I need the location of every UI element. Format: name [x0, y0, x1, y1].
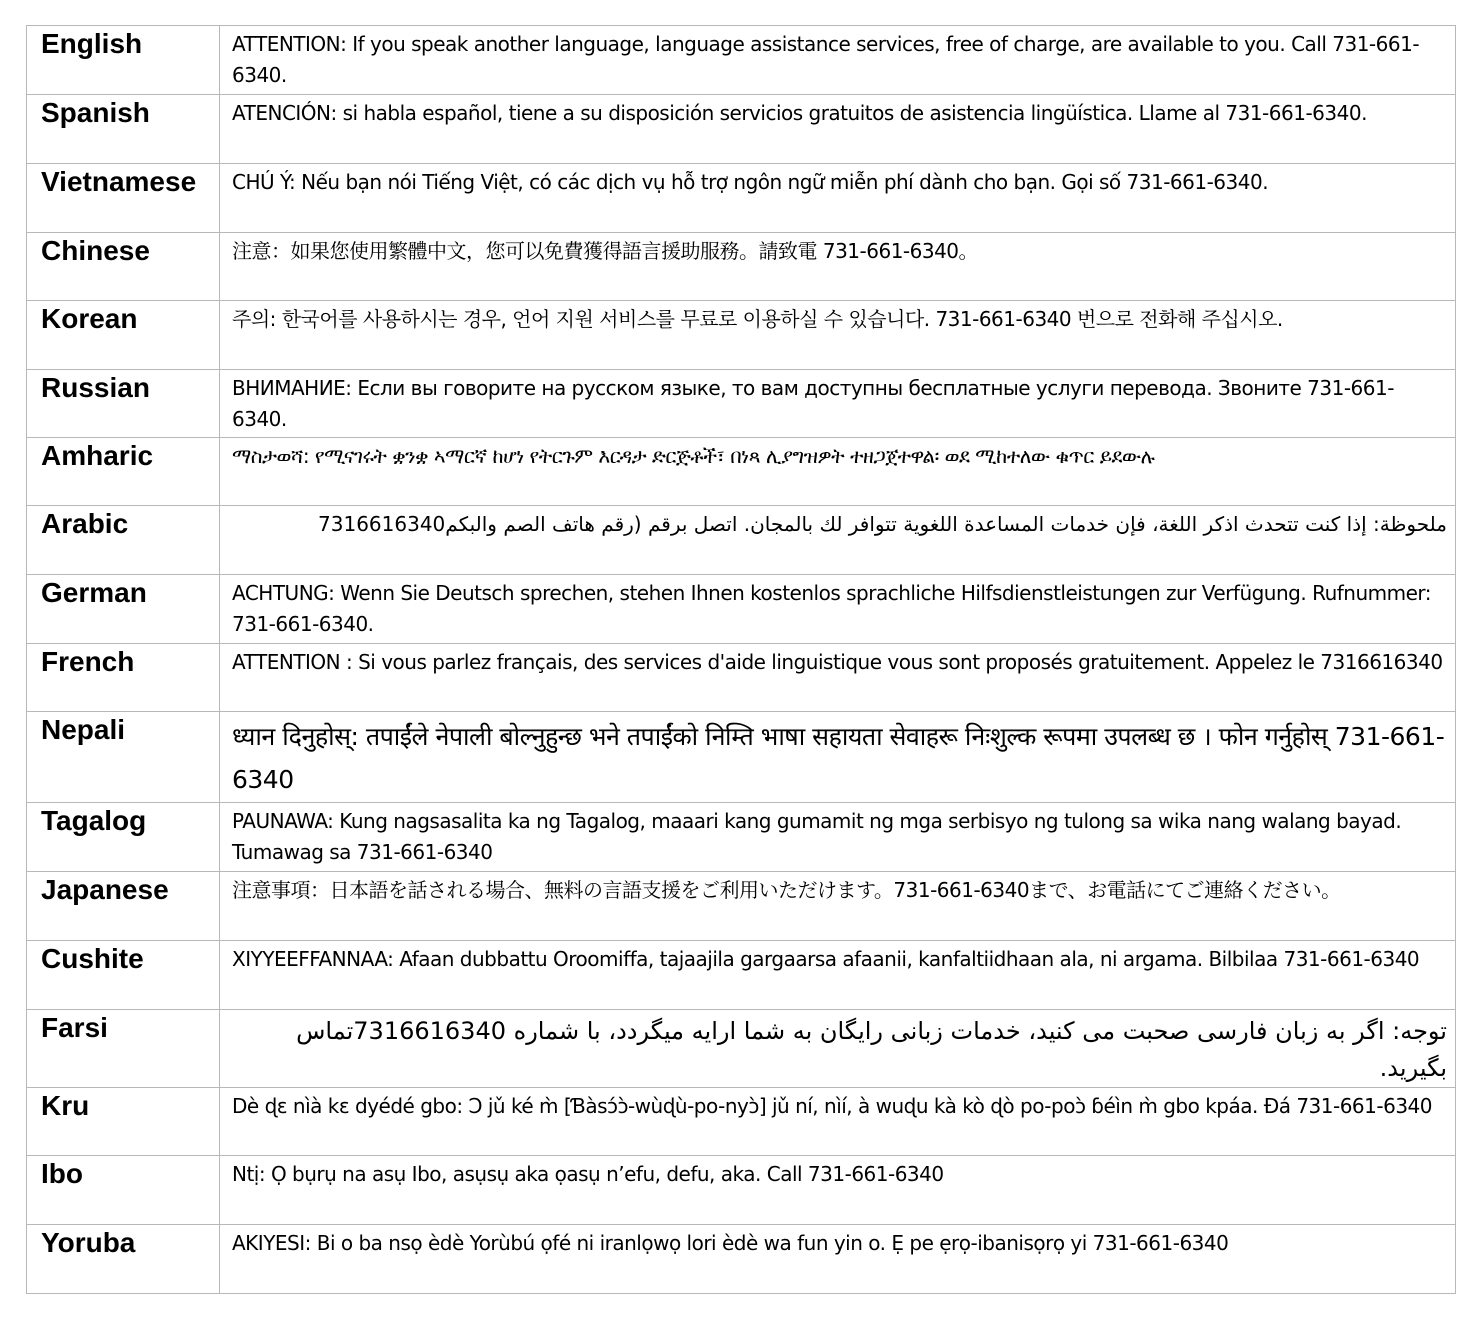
table-row	[27, 1156, 1456, 1225]
table-row	[27, 233, 1456, 301]
assistance-notice: 주의: 한국어를 사용하시는 경우, 언어 지원 서비스를 무료로 이용하실 수 있습니다. 731-661-6340 번으로 전화해 주십시오.	[220, 301, 1456, 370]
table-row	[27, 438, 1456, 506]
table-row	[27, 506, 1456, 575]
table-row	[27, 1010, 1456, 1088]
assistance-notice: ATENCIÓN: si habla español, tiene a su disposición servicios gratuitos de asistencia lingüística. Llame al 731-661-6340.	[220, 95, 1456, 164]
assistance-notice: Dè ɖɛ nìà kɛ dyédé gbo: Ɔ jǔ ké m̀ [Ɓàsɔ́ɔ̀-wùɖù-po-nyɔ̀] jǔ ní, nìí, à wuɖu kà kò ɖò po-poɔ̀ ɓéìn m̀ gbo kpáa. Ɖá 731-661-6340	[220, 1088, 1456, 1156]
assistance-notice: توجه: اگر به زبان فارسی صحبت می کنید، خدمات زبانی رایگان به شما ارایه میگردد، با شماره 7316616340تماس بگیرید.	[220, 1010, 1456, 1088]
assistance-notice: ACHTUNG: Wenn Sie Deutsch sprechen, stehen Ihnen kostenlos sprachliche Hilfsdienstleistungen zur Verfügung. Rufnummer: 731-661-6340.	[220, 575, 1456, 644]
language-name: English	[27, 26, 220, 95]
language-name: Farsi	[27, 1010, 220, 1088]
table-row	[27, 95, 1456, 164]
table-row	[27, 803, 1456, 872]
assistance-notice: PAUNAWA: Kung nagsasalita ka ng Tagalog, maaari kang gumamit ng mga serbisyo ng tulong sa wika nang walang bayad. Tumawag sa 731-661-6340	[220, 803, 1456, 872]
language-assistance-table	[26, 25, 1456, 1294]
assistance-notice: XIYYEEFFANNAA: Afaan dubbattu Oroomiffa, tajaajila gargaarsa afaanii, kanfaltiidhaan ala, ni argama. Bilbilaa 731-661-6340	[220, 941, 1456, 1010]
language-name: Amharic	[27, 438, 220, 506]
language-name: French	[27, 644, 220, 712]
language-name: Spanish	[27, 95, 220, 164]
assistance-notice: ማስታወሻ: የሚናገሩት ቋንቋ ኣማርኛ ከሆነ የትርጉም እርዳታ ድርጅቶች፣ በነጻ ሊያግዝዎት ተዘጋጀተዋል፡ ወደ ሚከተለው ቁጥር ይደውሉ	[220, 438, 1456, 506]
language-name: Japanese	[27, 872, 220, 941]
language-name: Kru	[27, 1088, 220, 1156]
language-name: Arabic	[27, 506, 220, 575]
table-row	[27, 872, 1456, 941]
assistance-notice: ATTENTION : Si vous parlez français, des services d'aide linguistique vous sont proposés gratuitement. Appelez le 7316616340	[220, 644, 1456, 712]
language-name: Cushite	[27, 941, 220, 1010]
table-row	[27, 712, 1456, 803]
assistance-notice: 注意事項：日本語を話される場合、無料の言語支援をご利用いただけます。731-661-6340まで、お電話にてご連絡ください。	[220, 872, 1456, 941]
language-name: Nepali	[27, 712, 220, 803]
language-name: Ibo	[27, 1156, 220, 1225]
language-name: Tagalog	[27, 803, 220, 872]
assistance-notice: ATTENTION: If you speak another language, language assistance services, free of charge, are available to you. Call 731-661-6340.	[220, 26, 1456, 95]
assistance-notice: Ntị: Ọ bụrụ na asụ Ibo, asụsụ aka ọasụ n’efu, defu, aka. Call 731-661-6340	[220, 1156, 1456, 1225]
language-name: Korean	[27, 301, 220, 370]
language-name: Yoruba	[27, 1225, 220, 1294]
table-row	[27, 26, 1456, 95]
table-row	[27, 164, 1456, 233]
table-row	[27, 941, 1456, 1010]
table-row	[27, 575, 1456, 644]
table-row	[27, 1225, 1456, 1294]
assistance-notice: ध्यान दिनुहोस्: तपाईंले नेपाली बोल्नुहुन्छ भने तपाईंको निम्ति भाषा सहायता सेवाहरू निःशुल्क रूपमा उपलब्ध छ । फोन गर्नुहोस् 731-661-6340	[220, 712, 1456, 803]
assistance-notice: AKIYESI: Bi o ba nsọ èdè Yorùbú ọfé ni iranlọwọ lori èdè wa fun yin o. Ẹ pe ẹrọ-ibanisọrọ yi 731-661-6340	[220, 1225, 1456, 1294]
language-name: Vietnamese	[27, 164, 220, 233]
language-name: Chinese	[27, 233, 220, 301]
assistance-notice: CHÚ Ý: Nếu bạn nói Tiếng Việt, có các dịch vụ hỗ trợ ngôn ngữ miễn phí dành cho bạn. Gọi số 731-661-6340.	[220, 164, 1456, 233]
table-row	[27, 1088, 1456, 1156]
table-row	[27, 644, 1456, 712]
table-row	[27, 301, 1456, 370]
assistance-notice: ملحوظة: إذا كنت تتحدث اذكر اللغة، فإن خدمات المساعدة اللغوية تتوافر لك بالمجان. اتصل برقم (رقم هاتف الصم والبكم7316616340	[220, 506, 1456, 575]
language-name: German	[27, 575, 220, 644]
assistance-notice: 注意：如果您使用繁體中文，您可以免費獲得語言援助服務。請致電 731-661-6340。	[220, 233, 1456, 301]
language-name: Russian	[27, 370, 220, 438]
table-row	[27, 370, 1456, 438]
assistance-notice: ВНИМАНИЕ: Если вы говорите на русском языке, то вам доступны бесплатные услуги перевода. Звоните 731-661-6340.	[220, 370, 1456, 438]
